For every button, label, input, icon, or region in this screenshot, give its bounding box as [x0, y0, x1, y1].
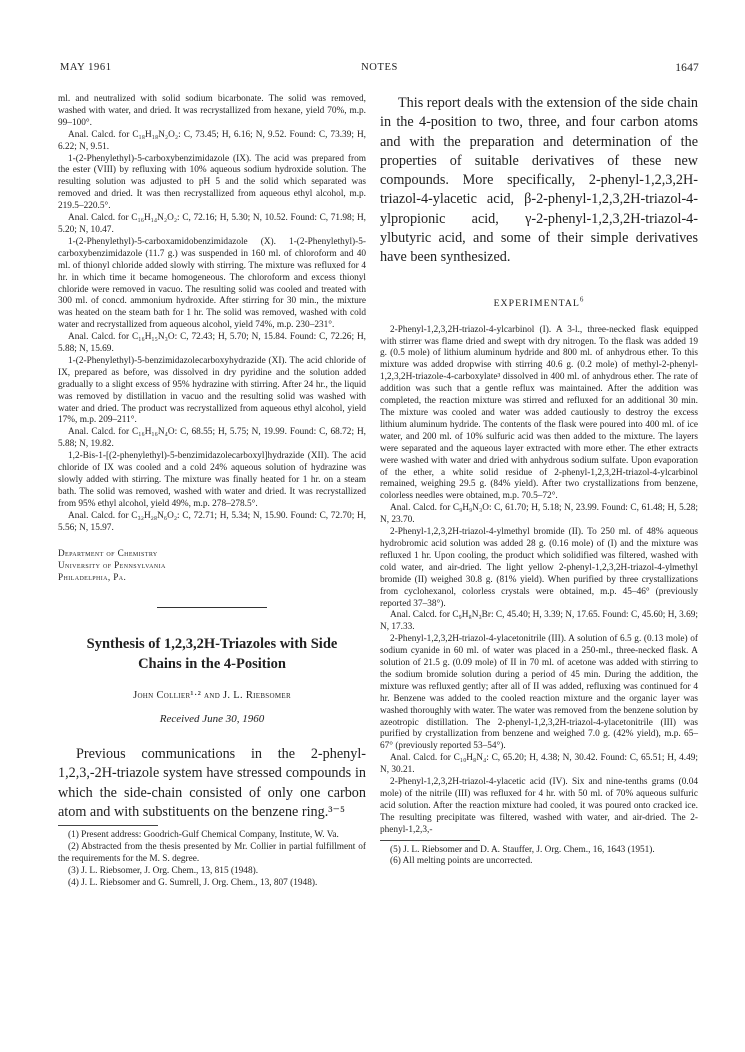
analysis-paragraph: Anal. Calcd. for C₁₆H₁₆N₄O: C, 68.55; H, 5.75; N, 19.99. Found: C, 68.72; H, 5.88; N, 19.82. — [58, 427, 366, 450]
compound-xi-paragraph: 1-(2-Phenylethyl)-5-benzimidazolecarboxyhydrazide (XI). The acid chloride of IX, prepared as before, was dissolved in dry pyridine and the solution added gradually to a slight excess of 95% hydrazine with stirring. After 24 hr., the liquid was removed by distillation in vacuo and the resulting solid was washed with water and dried. The product was recrystallized from aqueous ethyl alcohol, yield 17%, m.p. 209–211°. — [58, 355, 366, 426]
intro-continuation-paragraph: This report deals with the extension of the side chain in the 4-position to two, three, and four carbon atoms and with the preparation and determination of the properties of suitable derivatives of these new compounds. More specifically, 2-phenyl-1,2,3,2H-triazol-4-ylacetic acid, β-2-phenyl-1,2,3,2H-triazol-4-ylpropionic acid, γ-2-phenyl-1,2,3,2H-triazol-4-ylbutyric acid, and some of their simple derivatives have been synthesized. — [380, 95, 698, 266]
header-date: MAY 1961 — [60, 62, 112, 73]
compound-xii-paragraph: 1,2-Bis-1-[(2-phenylethyl)-5-benzimidazolecarboxyl]hydrazide (XII). The acid chloride of IX was cooled and a cold 24% aqueous solution of hydrazine was slowly added with stirring. The mixture was finally heated for 1 hr. on a steam bath. The solid was removed, washed with water and dried. It was recrystallized from 95% ethyl alcohol, yield 49%, m.p. 278–278.5°. — [58, 451, 366, 509]
footnote: (2) Abstracted from the thesis presented by Mr. Collier in partial fulfillment of the requirements for the M. S. degree. — [58, 842, 366, 864]
compound-i-paragraph: 2-Phenyl-1,2,3,2H-triazol-4-ylcarbinol (I). A 3-l., three-necked flask equipped with stirrer was flame dried and swept with dry nitrogen. To the flask was added 19 g. (0.5 mole) of lithium aluminum hydride and 800 ml. of anhydrous ether. To this mixture was added dropwise with stirring 40.6 g. (0.2 mole) of methyl-2-phenyl-1,2,3,2H-triazole-4-carboxylate³ dissolved in 400 ml. of anhydrous ether. The rate of addition was such that a gentle reflux was maintained. After the addition was completed, the reaction mixture was stirred and refluxed for an additional 30 min. The mixture was cooled and water was added cautiously to destroy the excess lithium aluminum hydride. The contents of the flask were poured into 400 ml. of ice water, and 200 ml. of 10% sulfuric acid was then added to the mixture. The layers were separated and the aqueous layer extracted with more ether. The ether extracts were washed with water and dried with anhydrous sodium sulfate. Upon evaporation of the ether, a white solid residue of 2-phenyl-1,2,3,2H-triazol-4-ylcarbinol remained, weighing 29.5 g. (84% yield). After two crystallizations from benzene, colorless needles were obtained, m.p. 70.5–72°. — [380, 324, 698, 502]
footnote: (6) All melting points are uncorrected. — [390, 856, 533, 867]
analysis-paragraph: Anal. Calcd. for C₉H₈N₃Br: C, 45.40; H, 3.39; N, 17.65. Found: C, 45.60; H, 3.69; N, 17.33. — [380, 610, 698, 633]
continuation-paragraph: ml. and neutralized with solid sodium bicarbonate. The solid was removed, washed with water, and dried. It was recrystallized from hexane, yield 70%, m.p. 99–100°. — [58, 94, 366, 128]
analysis-paragraph: Anal. Calcd. for C₁₆H₁₅N₃O: C, 72.43; H, 5.70; N, 15.84. Found: C, 72.26; H, 5.88; N, 15.69. — [58, 332, 366, 355]
affiliation-block — [58, 547, 366, 584]
affiliation-line: Philadelphia, Pa. — [58, 571, 127, 582]
article-authors: John Collier¹·² and J. L. Riebsomer — [133, 690, 291, 702]
compound-x-paragraph: 1-(2-Phenylethyl)-5-carboxamidobenzimidazole (X). 1-(2-Phenylethyl)-5-carboxybenzimidazole (11.7 g.) was suspended in 160 ml. of chloroform and 40 ml. of thionyl chloride added slowly with stirring. The mixture was refluxed for 4 hr. in which time it became homogeneous. The chloroform and excess thionyl chloride were removed in vacuo. The resulting solid was cooled and treated with 300 ml. of concd. ammonium hydroxide. After stirring for 30 min., the mixture was heated on the steam bath for 1 hr. The solid was removed, washed with cold water and recrystallized from aqueous alcohol, yield 74%, m.p. 230–231°. — [58, 236, 366, 331]
section-heading-text: EXPERIMENTAL — [493, 297, 580, 309]
footnote: (4) J. L. Riebsomer and G. Sumrell, J. Org. Chem., 13, 807 (1948). — [68, 877, 318, 888]
footnote-divider — [58, 825, 158, 826]
analysis-paragraph: Anal. Calcd. for C₁₈H₁₈N₂O₂: C, 73.45; H, 6.16; N, 9.52. Found: C, 73.39; H, 6.22; N, 9.51. — [58, 129, 366, 152]
footnote: (3) J. L. Riebsomer, J. Org. Chem., 13, 815 (1948). — [68, 865, 259, 876]
footnote-divider — [380, 840, 480, 841]
right-column — [380, 94, 698, 868]
received-date: Received June 30, 1960 — [159, 713, 265, 726]
analysis-paragraph: Anal. Calcd. for C₉H₉N₃O: C, 61.70; H, 5.18; N, 23.99. Found: C, 61.48; H, 5.28; N, 23.70. — [380, 503, 698, 526]
compound-ix-paragraph: 1-(2-Phenylethyl)-5-carboxybenzimidazole (IX). The acid was prepared from the ester (VIII) by refluxing with 10% aqueous sodium hydroxide solution. The resulting solution was adjusted to pH 5 and the solid which separated was removed and dried. It was then recrystallized from aqueous ethyl alcohol, m.p. 219.5–220.5°. — [58, 153, 366, 212]
analysis-paragraph: Anal. Calcd. for C₁₀H₈N₄: C, 65.20; H, 4.38; N, 30.42. Found: C, 65.51; H, 4.49; N, 30.21. — [380, 753, 698, 776]
page-number: 1647 — [675, 62, 699, 74]
analysis-paragraph: Anal. Calcd. for C₃₂H₂₈N₆O₂: C, 72.71; H, 5.34; N, 15.90. Found: C, 72.70; H, 5.56; N, 15.97. — [58, 510, 366, 533]
section-footnote-marker: 6 — [579, 295, 585, 304]
compound-ii-paragraph: 2-Phenyl-1,2,3,2H-triazol-4-ylmethyl bromide (II). To 250 ml. of 48% aqueous hydrobromic acid solution was added 28 g. (0.16 mole) of (I) and the mixture was refluxed 1 hr. Upon cooling, the product which solidified was filtered, washed with cold water, and air-dried. The light yellow 2-phenyl-1,2,3,2H-triazol-4-ylmethyl bromide (II) weighed 30.8 g. (81% yield). When purified by three crystallizations from cyclohexanol, colorless crystals were obtained, m.p. 45–46° (previously reported 37–38°). — [380, 527, 698, 609]
left-column — [58, 94, 366, 889]
section-heading — [380, 295, 698, 309]
footnote: (5) J. L. Riebsomer and D. A. Stauffer, J. Org. Chem., 16, 1643 (1951). — [390, 844, 655, 855]
article-title-line: Synthesis of 1,2,3,2H-Triazoles with Side — [86, 636, 338, 653]
compound-iv-paragraph: 2-Phenyl-1,2,3,2H-triazol-4-ylacetic acid (IV). Six and nine-tenths grams (0.04 mole) of the nitrile (III) was refluxed for 4 hr. with 50 ml. of 70% aqueous sulfuric acid solution. After the reaction mixture had cooled, it was poured onto cracked ice. The resulting precipitate was filtered, washed with water, and air-dried. The 2-phenyl-1,2,3,- — [380, 777, 698, 835]
header-section: NOTES — [361, 62, 398, 73]
analysis-paragraph: Anal. Calcd. for C₁₆H₁₄N₂O₂: C, 72.16; H, 5.30; N, 10.52. Found: C, 71.98; H, 5.20; N, 10.47. — [58, 213, 366, 235]
article-title — [58, 634, 366, 674]
article-divider — [157, 607, 267, 608]
footnote: (1) Present address: Goodrich-Gulf Chemical Company, Institute, W. Va. — [68, 830, 339, 841]
affiliation-line: Department of Chemistry — [58, 547, 158, 558]
running-header — [60, 62, 699, 78]
intro-paragraph: Previous communications in the 2-phenyl-1,2,3,-2H-triazole system have stressed compounds in which the side-chain consisted of only one carbon atom and with substituents on the benzene ring.³⁻⁵ — [58, 746, 366, 821]
affiliation-line: University of Pennsylvania — [58, 559, 166, 570]
article-title-line: Chains in the 4-Position — [138, 656, 286, 673]
compound-iii-paragraph: 2-Phenyl-1,2,3,2H-triazol-4-ylacetonitrile (III). A solution of 6.5 g. (0.13 mole) of sodium cyanide in 60 ml. of water was placed in a 250-ml., three-necked flask. A solution of 21.5 g. (0.09 mole) of II in 70 ml. of acetone was added with stirring to the sodium bromide solution during a period of 45 min. During the addition, the mixture was refluxed gently; after all of II was added, refluxing was continued for 4 hr. Benzene was added to the cooled reaction mixture and the organic layer was washed thoroughly with water. The water was removed from the benzene solution by azeotropic distillation. The 2-phenyl-1,2,3,2H-triazol-4-ylacetonitrile (III) was purified by crystallization from benzene and weighed 7.0 g. (42% yield), m.p. 65–67° (previously reported 53–54°). — [380, 634, 698, 752]
